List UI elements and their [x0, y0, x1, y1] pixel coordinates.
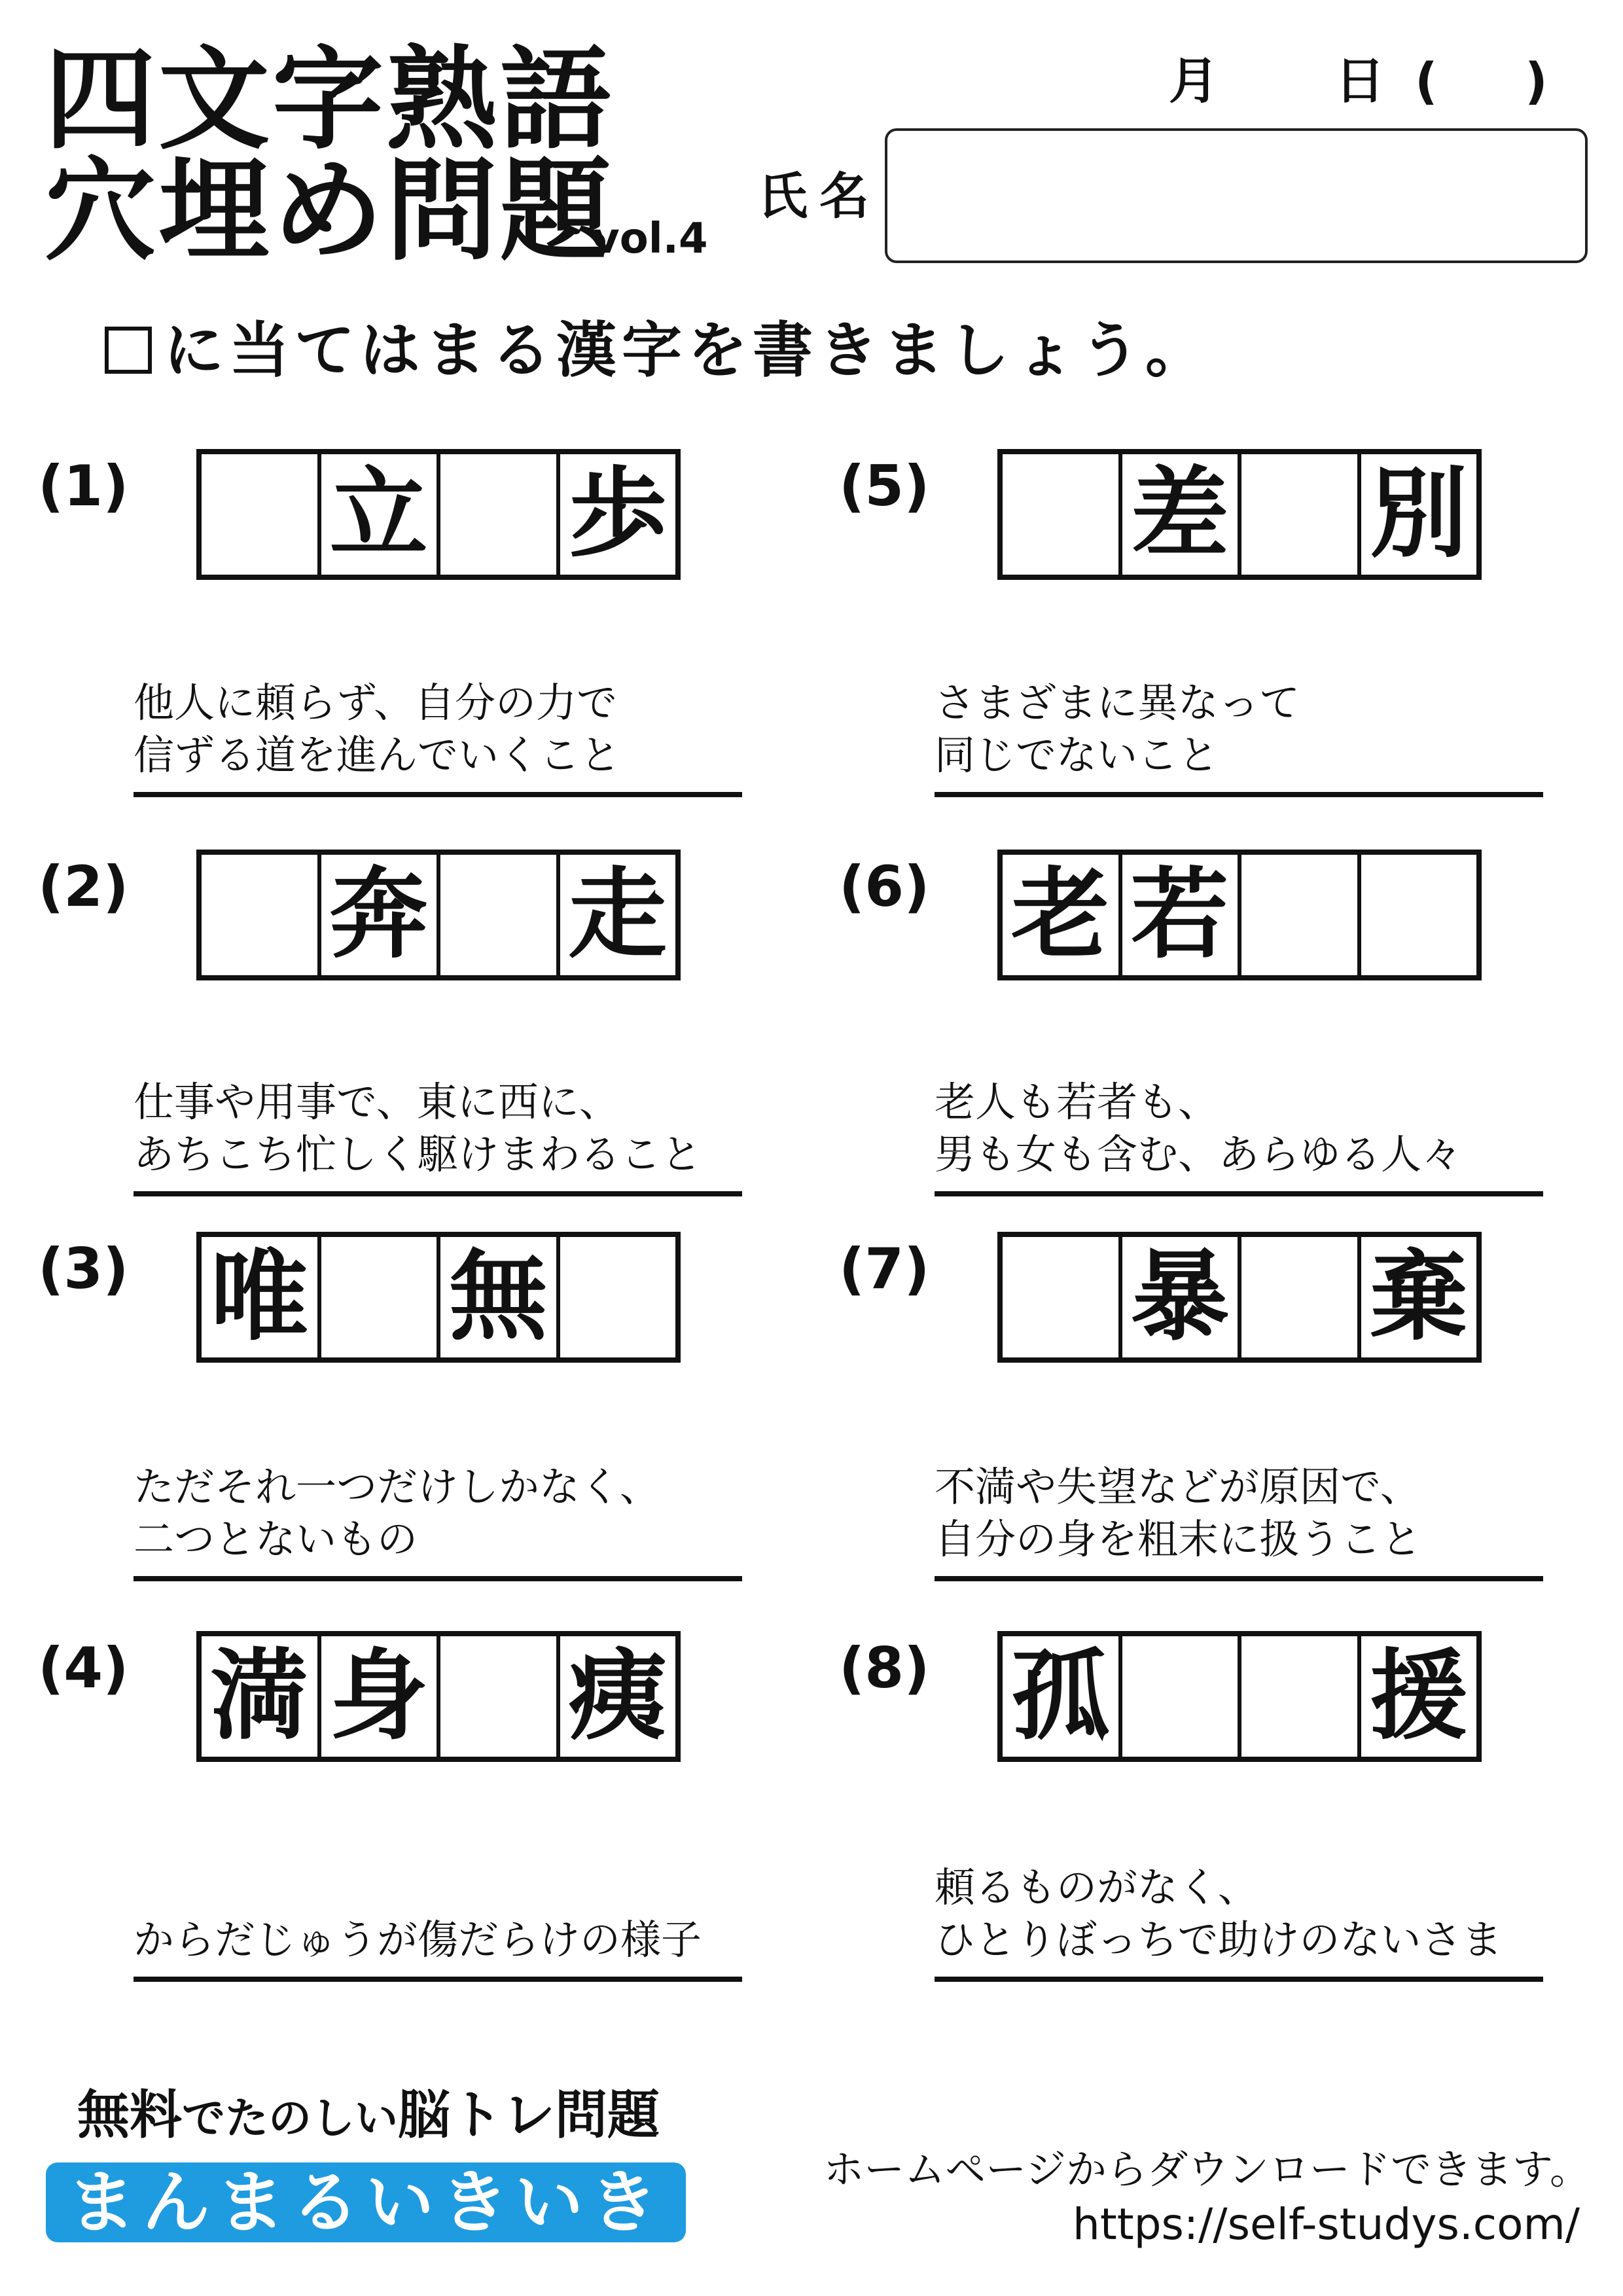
kanji-cell[interactable]: 痍	[568, 1640, 667, 1753]
kanji-cell[interactable]	[202, 855, 321, 975]
hint-line: 信ずる道を進んでいくこと	[134, 731, 621, 779]
hint-line: 他人に頼らず、自分の力で	[134, 679, 618, 726]
kanji-cell[interactable]: 身	[321, 1636, 441, 1757]
date-paren-open: (	[1415, 52, 1438, 110]
kanji-cell[interactable]: 走	[568, 858, 667, 972]
kanji-cell[interactable]: 満	[202, 1636, 321, 1757]
question-number-3: (3)	[38, 1236, 129, 1302]
kanji-cell[interactable]: 歩	[568, 457, 667, 571]
kanji-cell[interactable]	[1003, 454, 1122, 575]
hint-7	[935, 1463, 1543, 1581]
kanji-box-3	[196, 1232, 681, 1363]
kanji-cell[interactable]: 孤	[1003, 1636, 1122, 1757]
title-line-1: 四文字熟語	[45, 35, 615, 165]
hint-1	[134, 679, 742, 797]
brand-logo[interactable]: まんまるいきいき	[46, 2162, 686, 2242]
name-field[interactable]	[885, 128, 1588, 263]
question-number-8: (8)	[839, 1636, 930, 1701]
hint-3	[134, 1463, 742, 1581]
instruction	[105, 315, 1211, 386]
kanji-box-7	[997, 1232, 1482, 1363]
footer-tagline	[77, 2085, 660, 2145]
kanji-cell[interactable]	[1122, 1636, 1242, 1757]
hint-line: からだじゅうが傷だらけの様子	[134, 1916, 702, 1964]
question-number-5: (5)	[839, 454, 930, 519]
hint-line: 仕事や用事で、東に西に、	[134, 1078, 620, 1126]
kanji-cell[interactable]	[202, 454, 321, 575]
hint-line: あちこち忙しく駆けまわること	[134, 1130, 702, 1178]
kanji-box-8	[997, 1631, 1482, 1762]
kanji-box-5	[997, 449, 1482, 580]
download-note: ホームページからダウンロードできます。	[823, 2145, 1590, 2193]
kanji-cell[interactable]: 無	[440, 1237, 560, 1357]
blank-square-icon	[105, 327, 152, 374]
question-number-2: (2)	[38, 854, 129, 920]
kanji-cell[interactable]: 別	[1369, 457, 1468, 571]
kanji-cell[interactable]: 暴	[1122, 1237, 1242, 1357]
volume-label: vol.4	[592, 215, 708, 263]
hint-2	[134, 1078, 742, 1196]
question-number-4: (4)	[38, 1636, 129, 1701]
kanji-cell[interactable]: 立	[321, 454, 441, 575]
hint-line: 男も女も含む、あらゆる人々	[935, 1130, 1463, 1178]
kanji-cell[interactable]: 棄	[1369, 1240, 1468, 1354]
hint-line: 老人も若者も、	[935, 1078, 1219, 1126]
hint-line: さまざまに異なって	[935, 679, 1300, 726]
hint-8	[935, 1863, 1543, 1982]
hint-line: ただそれ一つだけしかなく、	[134, 1463, 660, 1511]
kanji-cell[interactable]: 差	[1122, 454, 1242, 575]
kanji-cell[interactable]: 援	[1369, 1640, 1468, 1753]
date-paren-close: )	[1525, 52, 1548, 110]
date-month-label: 月	[1169, 52, 1219, 110]
footer-tag-b: でたのしい	[182, 2093, 398, 2144]
kanji-cell[interactable]: 若	[1122, 855, 1242, 975]
kanji-box-1	[196, 449, 681, 580]
site-url-link[interactable]: https://self-studys.com/	[1073, 2199, 1580, 2250]
kanji-cell[interactable]	[440, 1636, 560, 1757]
hint-5	[935, 679, 1543, 797]
kanji-cell[interactable]	[1241, 855, 1361, 975]
kanji-box-6	[997, 850, 1482, 980]
footer-tag-c: 脳トレ問題	[398, 2085, 660, 2145]
kanji-cell[interactable]	[440, 454, 560, 575]
kanji-cell[interactable]	[1241, 454, 1361, 575]
kanji-cell[interactable]	[1361, 855, 1477, 975]
hint-line: 同じでないこと	[935, 731, 1219, 779]
hint-line: 二つとないもの	[134, 1515, 418, 1563]
hint-line: ひとりぼっちで助けのないさま	[935, 1916, 1503, 1964]
kanji-cell[interactable]	[440, 855, 560, 975]
kanji-cell[interactable]: 奔	[321, 855, 441, 975]
title-line-2: 穴埋め問題	[45, 147, 615, 276]
question-number-1: (1)	[38, 454, 129, 519]
kanji-cell[interactable]	[1241, 1237, 1361, 1357]
hint-4	[134, 1872, 742, 1982]
question-number-6: (6)	[839, 854, 930, 920]
hint-line: 頼るものがなく、	[935, 1863, 1258, 1911]
hint-6	[935, 1078, 1543, 1196]
hint-line: 不満や失望などが原因で、	[935, 1463, 1421, 1511]
instruction-text: に当てはまる漢字を書きましょう。	[164, 315, 1211, 386]
name-label: 氏名	[758, 167, 881, 225]
kanji-cell[interactable]: 唯	[202, 1237, 321, 1357]
kanji-cell[interactable]	[1003, 1237, 1122, 1357]
hint-line: 自分の身を粗末に扱うこと	[935, 1515, 1422, 1563]
kanji-cell[interactable]	[321, 1237, 441, 1357]
kanji-box-4	[196, 1631, 681, 1762]
kanji-box-2	[196, 850, 681, 980]
question-number-7: (7)	[839, 1236, 930, 1302]
footer-tag-a: 無料	[77, 2085, 182, 2145]
kanji-cell[interactable]	[1241, 1636, 1361, 1757]
kanji-cell[interactable]	[560, 1237, 676, 1357]
date-day-label: 日	[1335, 52, 1385, 110]
kanji-cell[interactable]: 老	[1003, 855, 1122, 975]
